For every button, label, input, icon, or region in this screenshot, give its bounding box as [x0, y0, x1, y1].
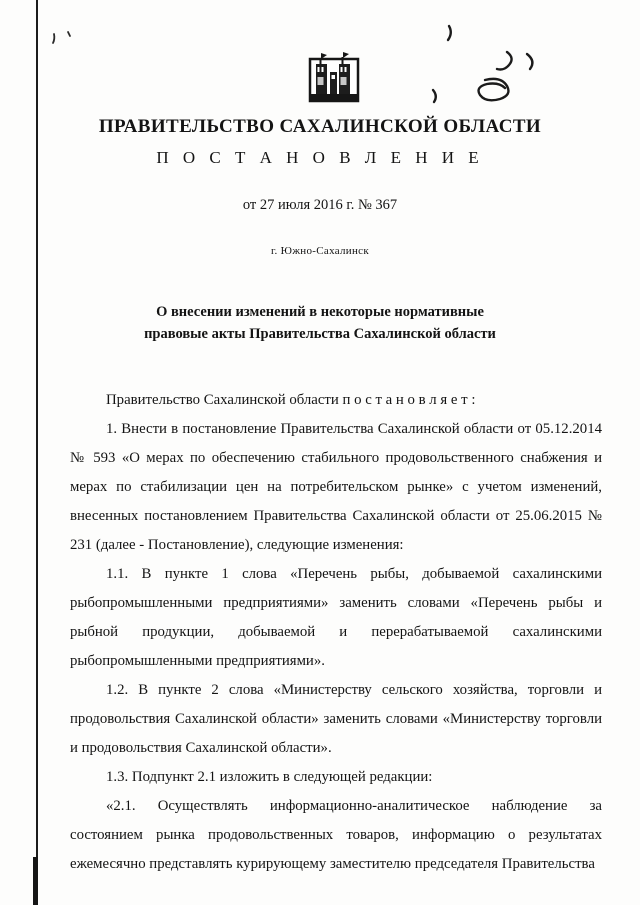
date-and-number-line: от 27 июля 2016 г. № 367 [242, 197, 398, 213]
coat-of-arms-icon [308, 50, 360, 108]
paragraph: 1.1. В пункте 1 слова «Перечень рыбы, добываемой сахалинскими рыбопромышленными предприятиями» заменить словами «Перечень рыбы и рыбной продукции, добываемой и перерабатываемой сахалинскими рыбопромышленными предприятиями». [70, 566, 602, 669]
paragraph: 1. Внести в постановление Правительства Сахалинской области от 05.12.2014 № 593 «О мерах по обеспечению стабильного продовольственного снабжения и мерах по стабилизации цен на потребительском рынке» с учетом изменений, внесенных постановлением Правительства Сахалинской области от 25.06.2015 № 231 (далее - Постановление), следующие изменения: [70, 421, 602, 553]
pen-tick-icon [48, 28, 88, 52]
document-body [70, 386, 602, 879]
document-title [0, 301, 640, 345]
organization-name: ПРАВИТЕЛЬСТВО САХАЛИНСКОЙ ОБЛАСТИ [98, 116, 542, 137]
paragraph: Правительство Сахалинской области п о с т а н о в л я е т : [106, 392, 476, 408]
city-line: г. Южно-Сахалинск [270, 245, 369, 257]
document-title-line1: О внесении изменений в некоторые нормативные [156, 304, 484, 320]
document-type-heading: П О С Т А Н О В Л Е Н И Е [156, 148, 484, 167]
pen-scribble-icon [415, 18, 555, 118]
document-title-line2: правовые акты Правительства Сахалинской области [144, 326, 496, 342]
paragraph: 1.2. В пункте 2 слова «Министерству сельского хозяйства, торговли и продовольствия Сахалинской области» заменить словами «Министерству торговли и продовольствия Сахалинской области». [70, 682, 602, 756]
paragraph: 1.3. Подпункт 2.1 изложить в следующей редакции: [106, 769, 433, 785]
paragraph: «2.1. Осуществлять информационно-аналитическое наблюдение за состоянием рынка продовольственных товаров, информацию о результатах ежемесячно представлять курирующему заместителю председателя Правительства [70, 798, 602, 872]
